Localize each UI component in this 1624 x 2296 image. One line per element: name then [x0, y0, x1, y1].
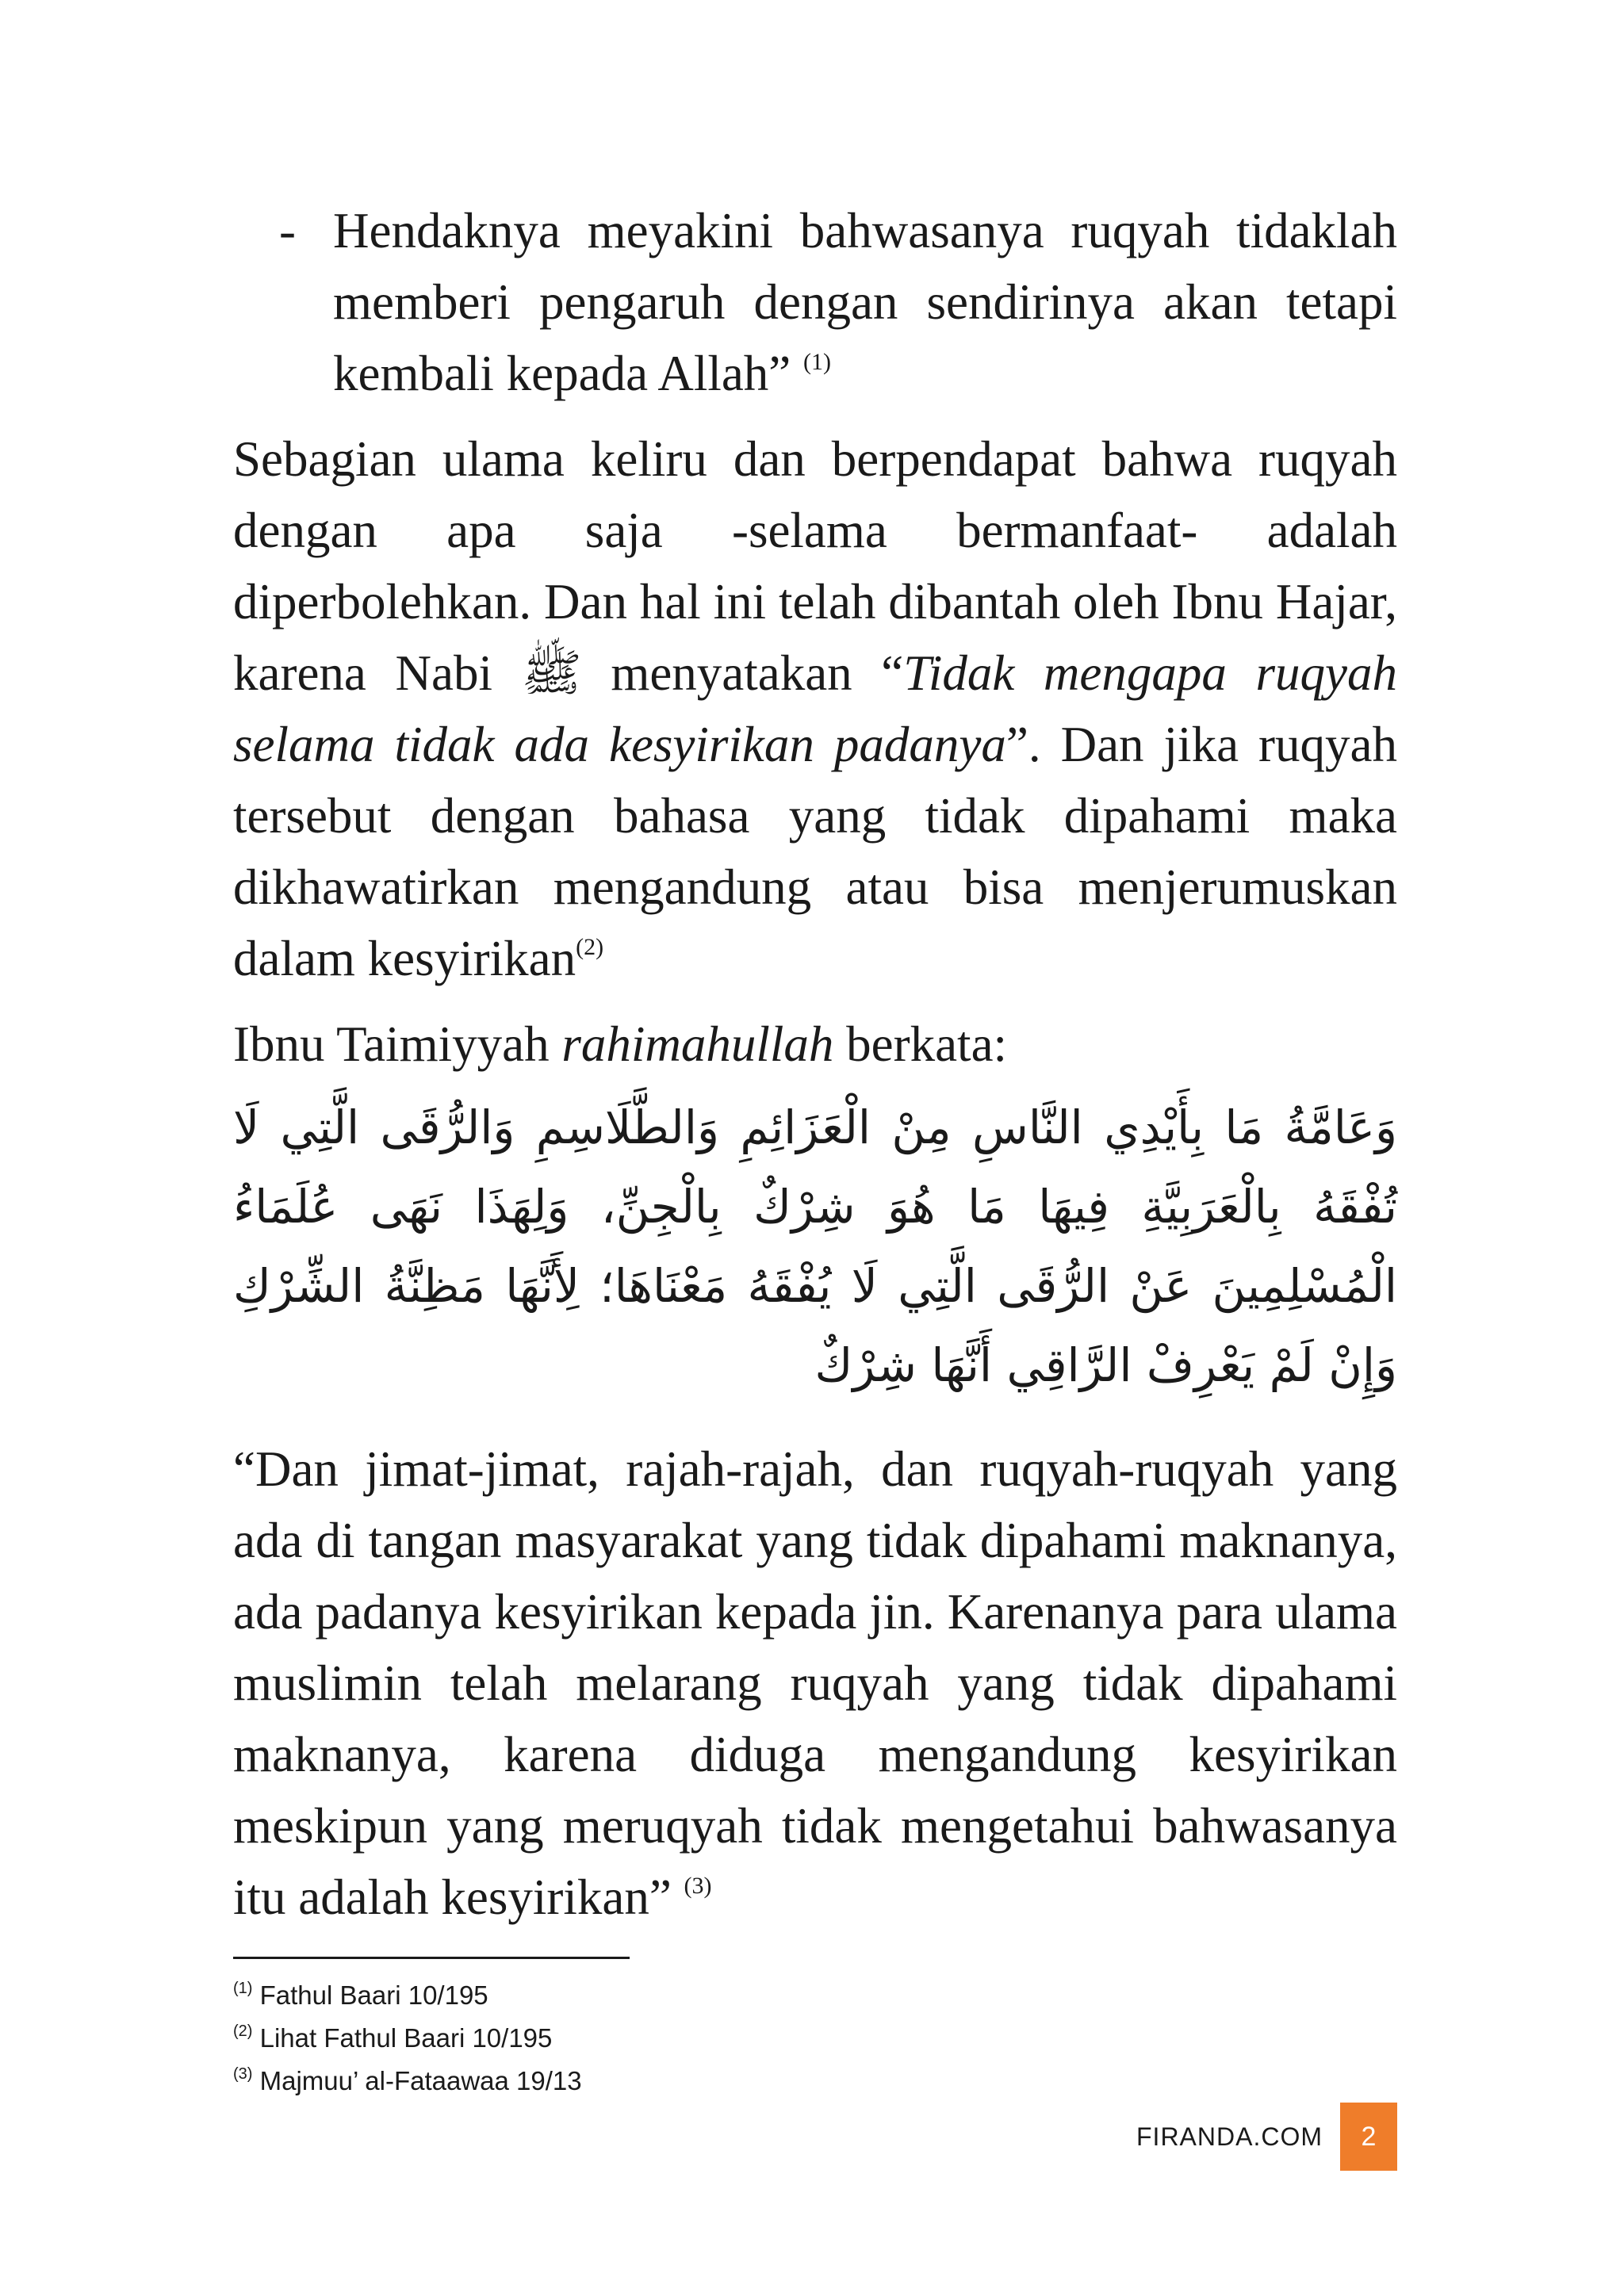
honorific: rahimahullah: [561, 1016, 834, 1072]
arabic-quote: وَعَامَّةُ مَا بِأَيْدِي النَّاسِ مِنْ الْعَزَائِمِ وَالطَّلَاسِمِ وَالرُّقَى الَّتِي لَا تُفْقَهُ بِالْعَرَبِيَّةِ فِيهَا مَا هُوَ شِرْكٌ بِالْجِنِّ، وَلِهَذَا نَهَى عُلَمَاءُ الْمُسْلِمِينَ عَنْ الرُّقَى الَّتِي لَا يُفْقَهُ مَعْنَاهَا؛ لِأَنَّهَا مَظِنَّةُ الشِّرْكِ وَإِنْ لَمْ يَعْرِفْ الرَّاقِي أَنَّهَا شِرْكٌ: [233, 1100, 1397, 1392]
footnote-mark: (2): [233, 2022, 253, 2040]
page-body: [233, 195, 1397, 1947]
intro-rest: berkata:: [833, 1016, 1008, 1072]
footnote-text: Majmuu’ al-Fataawaa 19/13: [252, 2066, 582, 2095]
footnote-ref-3[interactable]: (3): [684, 1873, 712, 1899]
paragraph-ibnu-hajar: [233, 423, 1397, 994]
footnote-item: [233, 2017, 582, 2060]
bullet-point: [233, 195, 1397, 409]
translation-paragraph: [233, 1433, 1397, 1933]
quote-intro: [233, 1008, 1397, 1080]
salawat-glyph: ﷺ: [521, 645, 582, 701]
footnote-mark: (3): [233, 2065, 253, 2083]
footnotes: [233, 1974, 582, 2103]
footnote-item: [233, 1974, 582, 2017]
paragraph-part: menyatakan “: [581, 645, 904, 701]
paragraph-part: ”. Dan jika ruqyah tersebut dengan bahasa yang tidak dipahami maka dikhawatirkan mengandung atau bisa menjerumuskan dalam kesyirikan: [233, 717, 1397, 986]
footnote-ref-1[interactable]: (1): [803, 349, 832, 375]
footnote-text: Fathul Baari 10/195: [252, 1980, 488, 2010]
footnote-divider: [233, 1957, 630, 1959]
site-name[interactable]: FIRANDA.COM: [1136, 2122, 1323, 2151]
paragraph-part: Sebagian ulama keliru dan berpendapat bahwa ruqyah dengan apa saja -selama bermanfaat- adalah diperbolehkan. Dan hal ini telah dibantah oleh Ibnu Hajar, karena Nabi: [233, 431, 1397, 701]
scholar-name: Ibnu Taimiyyah: [233, 1016, 562, 1072]
page-number-badge: 2: [1340, 2103, 1397, 2171]
translation-text: “Dan jimat-jimat, rajah-rajah, dan ruqyah-ruqyah yang ada di tangan masyarakat yang tidak dipahami maknanya, ada padanya kesyirikan kepada jin. Karenanya para ulama muslimin telah melarang ruqyah yang tidak dipahami maknanya, karena diduga mengandung kesyirikan meskipun yang meruqyah tidak mengetahui bahwasanya itu adalah kesyirikan”: [233, 1441, 1397, 1925]
bullet-text: [333, 195, 1397, 409]
footnote-ref-2[interactable]: (2): [576, 934, 604, 960]
page-footer: [1136, 2103, 1397, 2171]
hadith-quote: Tidak mengapa ruqyah selama tidak ada kesyirikan padanya: [233, 645, 1397, 772]
footnote-item: [233, 2060, 582, 2103]
bullet-dash: -: [279, 203, 296, 258]
footnote-mark: (1): [233, 1980, 253, 1997]
footnote-text: Lihat Fathul Baari 10/195: [252, 2023, 553, 2053]
bullet-text-body: Hendaknya meyakini bahwasanya ruqyah tidaklah memberi pengaruh dengan sendirinya akan tetapi kembali kepada Allah”: [333, 203, 1397, 401]
